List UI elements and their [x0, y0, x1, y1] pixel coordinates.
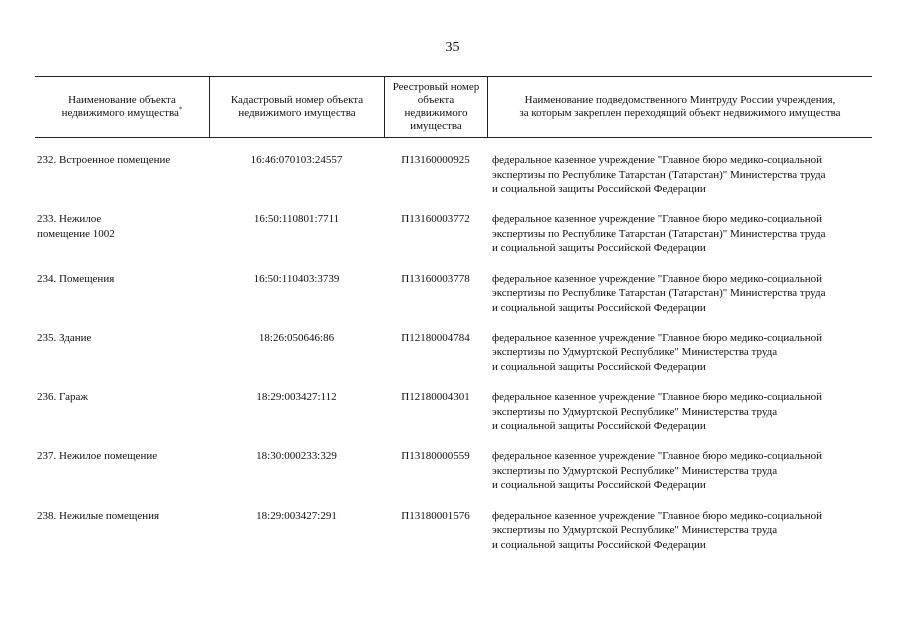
header-institution-line1: Наименование подведомственного Минтруду России учреждения, — [524, 94, 836, 106]
institution-name — [487, 272, 872, 331]
institution-line: экспертизы по Республике Татарстан (Татарстан)" Министерства труда — [492, 287, 826, 300]
header-institution — [487, 77, 872, 137]
institution-line: и социальной защиты Российской Федерации — [492, 538, 706, 551]
institution-line: и социальной защиты Российской Федерации — [492, 183, 706, 195]
header-institution-line2: за которым закреплен переходящий объект недвижимого имущества — [519, 107, 841, 119]
institution-line: экспертизы по Удмуртской Республике" Министерства труда — [492, 524, 778, 537]
institution-line: федеральное казенное учреждение "Главное бюро медико-социальной — [492, 331, 823, 344]
institution-line: федеральное казенное учреждение "Главное бюро медико-социальной — [492, 450, 823, 463]
registry-number: П12180004301 — [401, 391, 470, 404]
header-object-name — [35, 77, 209, 137]
object-name: 236. Гараж — [37, 391, 88, 404]
institution-name — [487, 153, 872, 212]
institution-line: федеральное казенное учреждение "Главное бюро медико-социальной — [492, 154, 823, 166]
registry-number: П13160000925 — [401, 154, 470, 166]
table-row — [35, 331, 872, 390]
institution-line: федеральное казенное учреждение "Главное бюро медико-социальной — [492, 272, 823, 285]
institution-line: экспертизы по Республике Татарстан (Татарстан)" Министерства труда — [492, 168, 826, 181]
object-name: 237. Нежилое помещение — [37, 450, 158, 463]
institution-line: и социальной защиты Российской Федерации — [492, 479, 706, 492]
object-name: 234. Помещения — [37, 272, 115, 285]
table-row — [35, 449, 872, 508]
cadastral-number: 18:26:050646:86 — [258, 331, 335, 344]
cadastral-number: 18:29:003427:112 — [256, 391, 337, 404]
institution-line: и социальной защиты Российской Федерации — [492, 301, 706, 314]
footnote-marker: * — [178, 105, 183, 114]
registry-number: П13160003772 — [401, 213, 470, 226]
registry-number: П13180000559 — [401, 450, 470, 463]
cadastral-number: 16:50:110801:7711 — [253, 213, 340, 226]
institution-name — [487, 331, 872, 390]
table-row — [35, 212, 872, 271]
header-cadastral-number: Кадастровый номер объекта недвижимого имущества — [209, 77, 384, 137]
registry-number: П13160003778 — [401, 272, 470, 285]
institution-line: федеральное казенное учреждение "Главное бюро медико-социальной — [492, 509, 823, 522]
cadastral-number: 18:30:000233:329 — [256, 450, 337, 463]
institution-line: и социальной защиты Российской Федерации — [492, 242, 706, 255]
table-body — [35, 153, 872, 568]
cadastral-number: 16:50:110403:3739 — [253, 272, 340, 285]
cadastral-number: 18:29:003427:291 — [256, 509, 337, 522]
object-name: 238. Нежилые помещения — [37, 509, 160, 522]
registry-number: П12180004784 — [401, 331, 470, 344]
institution-line: федеральное казенное учреждение "Главное бюро медико-социальной — [492, 391, 823, 404]
institution-line: экспертизы по Республике Татарстан (Татарстан)" Министерства труда — [492, 227, 826, 240]
object-name: 233. Нежилое помещение 1002 — [37, 213, 115, 240]
table-row — [35, 509, 872, 568]
institution-line: экспертизы по Удмуртской Республике" Министерства труда — [492, 346, 778, 359]
institution-line: и социальной защиты Российской Федерации — [492, 360, 706, 373]
table-row — [35, 153, 872, 212]
object-name: 235. Здание — [37, 331, 92, 344]
object-name: 232. Встроенное помещение — [37, 154, 171, 166]
institution-name — [487, 509, 872, 568]
institution-name — [487, 212, 872, 271]
table-header — [35, 76, 872, 138]
table-row — [35, 272, 872, 331]
institution-line: экспертизы по Удмуртской Республике" Министерства труда — [492, 405, 778, 418]
registry-number: П13180001576 — [401, 509, 470, 522]
institution-line: экспертизы по Удмуртской Республике" Министерства труда — [492, 464, 778, 477]
header-object-name-text: Наименование объекта недвижимого имущества — [61, 94, 179, 119]
page-number: 35 — [445, 40, 460, 55]
institution-name — [487, 390, 872, 449]
header-registry-number: Реестровый номер объекта недвижимого имущества — [384, 77, 487, 137]
institution-line: федеральное казенное учреждение "Главное бюро медико-социальной — [492, 213, 823, 226]
cadastral-number: 16:46:070103:24557 — [250, 154, 343, 166]
table-row — [35, 390, 872, 449]
institution-line: и социальной защиты Российской Федерации — [492, 420, 706, 433]
institution-name — [487, 449, 872, 508]
